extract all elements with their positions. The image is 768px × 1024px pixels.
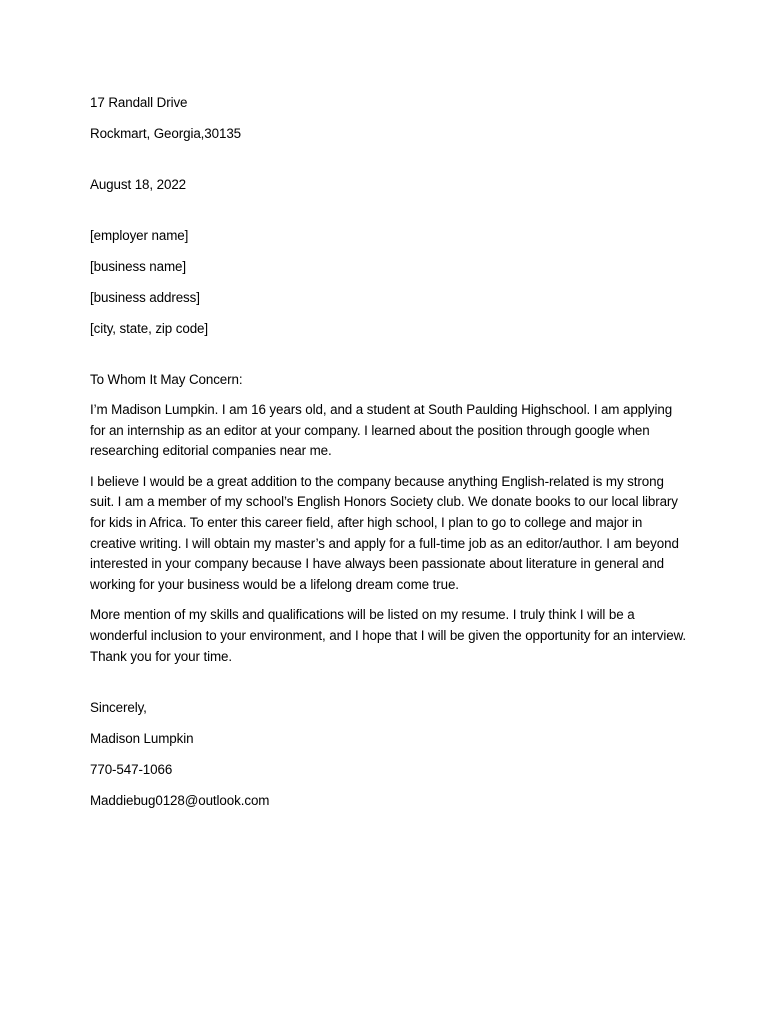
- sender-city-state-zip: Rockmart, Georgia,30135: [90, 126, 242, 141]
- body-paragraph-3: More mention of my skills and qualifications will be listed on my resume. I truly think I will be a wonderful inclusion to your environment, and I hope that I will be given the opportunity for an interview. Thank you for your time.: [90, 607, 687, 664]
- body-paragraph-1: I’m Madison Lumpkin. I am 16 years old, and a student at South Paulding Highschool. I am applying for an internship as an editor at your company. I learned about the position through google when researching editorial companies near me.: [90, 402, 673, 459]
- recipient-city-state-zip: [city, state, zip code]: [90, 321, 209, 336]
- recipient-business-address: [business address]: [90, 290, 200, 305]
- closing-email: Maddiebug0128@outlook.com: [90, 793, 270, 809]
- closing-name: Madison Lumpkin: [90, 731, 194, 747]
- closing-sign-off: Sincerely,: [90, 700, 147, 716]
- letter-date: August 18, 2022: [90, 177, 187, 192]
- sender-street: 17 Randall Drive: [90, 95, 188, 110]
- salutation: To Whom It May Concern:: [90, 372, 243, 387]
- closing-phone: 770-547-1066: [90, 762, 173, 778]
- recipient-employer-name: [employer name]: [90, 228, 189, 243]
- letter-page: [90, 92, 690, 811]
- body-paragraph-2: I believe I would be a great addition to the company because anything English-related is my strong suit. I am a member of my school’s English Honors Society club. We donate books to our local library for kids in Africa. To enter this career field, after high school, I plan to go to college and major in creative writing. I will obtain my master’s and apply for a full-time job as an editor/author. I am beyond interested in your company because I have always been passionate about literature in general and working for your business would be a lifelong dream come true.: [90, 473, 679, 592]
- recipient-business-name: [business name]: [90, 259, 187, 274]
